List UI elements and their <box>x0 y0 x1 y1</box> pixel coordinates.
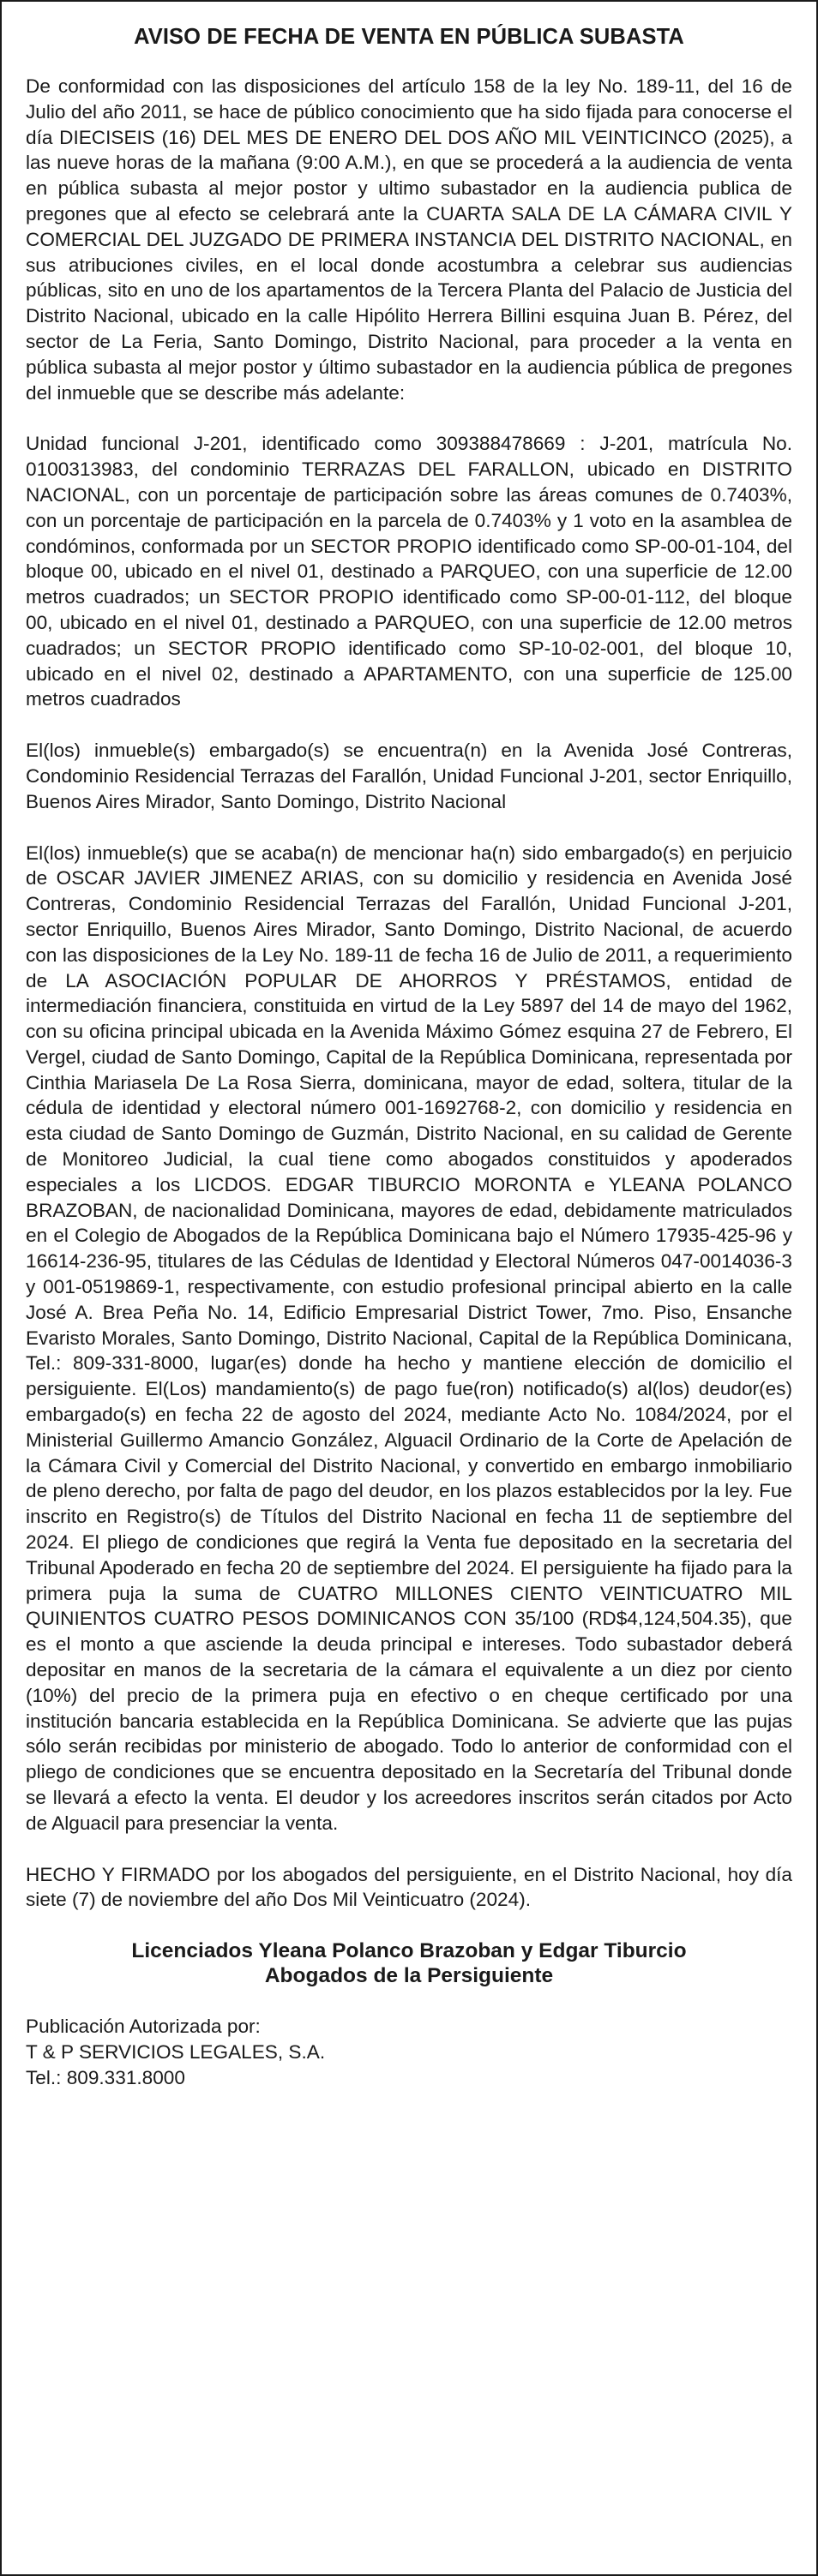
signers-role: Abogados de la Persiguiente <box>264 1964 554 1988</box>
paragraph-property-location: El(los) inmueble(s) embargado(s) se encuentra(n) en la Avenida José Contreras, Condominio Residencial Terrazas del Farallón, Unidad Funcional J-201, sector Enriquillo, Buenos Aires Mirador, Santo Domingo, Distrito Nacional <box>26 740 792 812</box>
paragraph-auction-date: De conformidad con las disposiciones del artículo 158 de la ley No. 189-11, del 16 de Julio del año 2011, se hace de público conocimiento que ha sido fijada para conocerse el día DIECISEIS (16) DEL MES DE ENERO DEL DOS AÑO MIL VEINTICINCO (2025), a las nueve horas de la mañana (9:00 A.M.), en que se procederá a la audiencia de venta en pública subasta al mejor postor y ultimo subastador en la audiencia publica de pregones que al efecto se celebrará ante la CUARTA SALA DE LA CÁMARA CIVIL Y COMERCIAL DEL JUZGADO DE PRIMERA INSTANCIA DEL DISTRITO NACIONAL, en sus atribuciones civiles, en el local donde acostumbra a celebrar sus audiencias públicas, sito en uno de los apartamentos de la Tercera Planta del Palacio de Justicia del Distrito Nacional, ubicado en la calle Hipólito Herrera Billini esquina Juan B. Pérez, del sector de La Feria, Santo Domingo, Distrito Nacional, para proceder a la venta en pública subasta al mejor postor y último subastador en la audiencia pública de pregones del inmueble que se describe más adelante: <box>26 75 792 404</box>
publication-label: Publicación Autorizada por: <box>26 2016 261 2038</box>
paragraph-signed: HECHO Y FIRMADO por los abogados del persiguiente, en el Distrito Nacional, hoy día siete (7) de noviembre del año Dos Mil Veinticuatro (2024). <box>26 1863 792 1911</box>
publication-phone: Tel.: 809.331.8000 <box>26 2066 185 2088</box>
signers-names: Licenciados Yleana Polanco Brazoban y Edgar Tiburcio <box>131 1939 687 1963</box>
signers-block <box>26 1938 792 1988</box>
spacer <box>26 405 792 431</box>
publication-company: T & P SERVICIOS LEGALES, S.A. <box>26 2040 326 2063</box>
spacer <box>26 712 792 738</box>
paragraph-seizure-details: El(los) inmueble(s) que se acaba(n) de mencionar ha(n) sido embargado(s) en perjuicio de OSCAR JAVIER JIMENEZ ARIAS, con su domicilio y residencia en Avenida José Contreras, Condominio Residencial Terrazas del Farallón, Unidad Funcional J-201, sector Enriquillo, Buenos Aires Mirador, Santo Domingo, Distrito Nacional, de acuerdo con las disposiciones de la Ley No. 189-11 de fecha 16 de Julio de 2011, a requerimiento de LA ASOCIACIÓN POPULAR DE AHORROS Y PRÉSTAMOS, entidad de intermediación financiera, constituida en virtud de la Ley 5897 del 14 de mayo del 1962, con su oficina principal ubicada en la Avenida Máximo Gómez esquina 27 de Febrero, El Vergel, ciudad de Santo Domingo, Capital de la República Dominicana, representada por Cinthia Mariasela De La Rosa Sierra, dominicana, mayor de edad, soltera, titular de la cédula de identidad y electoral número 001-1692768-2, con domicilio y residencia en esta ciudad de Santo Domingo de Guzmán, Distrito Nacional, en su calidad de Gerente de Monitoreo Judicial, la cual tiene como abogados constituidos y apoderados especiales a los LICDOS. EDGAR TIBURCIO MORONTA e YLEANA POLANCO BRAZOBAN, de nacionalidad Dominicana, mayores de edad, debidamente matriculados en el Colegio de Abogados de la República Dominicana bajo el Número 17935-425-96 y 16614-236-95, titulares de las Cédulas de Identidad y Electoral Números 047-0014036-3 y 001-0519869-1, respectivamente, con estudio profesional principal abierto en la calle José A. Brea Peña No. 14, Edificio Empresarial District Tower, 7mo. Piso, Ensanche Evaristo Morales, Santo Domingo, Distrito Nacional, Capital de la República Dominicana, Tel.: 809-331-8000, lugar(es) donde ha hecho y mantiene elección de domicilio el persiguiente. El(Los) mandamiento(s) de pago fue(ron) notificado(s) al(los) deudor(es) embargado(s) en fecha 22 de agosto del 2024, mediante Acto No. 1084/2024, por el Ministerial Guillermo Amancio González, Alguacil Ordinario de la Corte de Apelación de la Cámara Civil y Comercial del Distrito Nacional, y convertido en embargo inmobiliario de pleno derecho, por falta de pago del deudor, en los plazos establecidos por la ley. Fue inscrito en Registro(s) de Títulos del Distrito Nacional en fecha 11 de septiembre del 2024. El pliego de condiciones que regirá la Venta fue depositado en la secretaria del Tribunal Apoderado en fecha 20 de septiembre del 2024. El persiguiente ha fijado para la primera puja la suma de CUATRO MILLONES CIENTO VEINTICUATRO MIL QUINIENTOS CUATRO PESOS DOMINICANOS CON 35/100 (RD$4,124,504.35), que es el monto a que asciende la deuda principal e intereses. Todo subastador deberá depositar en manos de la secretaria de la cámara el equivalente a un diez por ciento (10%) del precio de la primera puja en efectivo o en cheque certificado por una institución bancaria establecida en la República Dominicana. Se advierte que las pujas sólo serán recibidas por ministerio de abogado. Todo lo anterior de conformidad con el pliego de condiciones que se encuentra depositado en la Secretaría del Tribunal donde se llevará a efecto la venta. El deudor y los acreedores inscritos serán citados por Acto de Alguacil para presenciar la venta. <box>26 842 792 1834</box>
spacer <box>26 1913 792 1938</box>
spacer <box>26 1836 792 1862</box>
spacer <box>26 1988 792 2014</box>
publication-block <box>26 2014 792 2090</box>
notice-title: AVISO DE FECHA DE VENTA EN PÚBLICA SUBASTA <box>134 25 684 49</box>
spacer <box>26 50 792 74</box>
paragraph-property-description: Unidad funcional J-201, identificado como 309388478669 : J-201, matrícula No. 0100313983, del condominio TERRAZAS DEL FARALLON, ubicado en DISTRITO NACIONAL, con un porcentaje de participación sobre las áreas comunes de 0.7403%, con un porcentaje de participación en la parcela de 0.7403% y 1 voto en la asamblea de condóminos, conformada por un SECTOR PROPIO identificado como SP-00-01-104, del bloque 00, ubicado en el nivel 01, destinado a PARQUEO, con una superficie de 12.00 metros cuadrados; un SECTOR PROPIO identificado como SP-00-01-112, del bloque 00, ubicado en el nivel 01, destinado a PARQUEO, con una superficie de 12.00 metros cuadrados; un SECTOR PROPIO identificado como SP-10-02-001, del bloque 10, ubicado en el nivel 02, destinado a APARTAMENTO, con una superficie de 125.00 metros cuadrados <box>26 433 792 710</box>
spacer <box>26 815 792 841</box>
